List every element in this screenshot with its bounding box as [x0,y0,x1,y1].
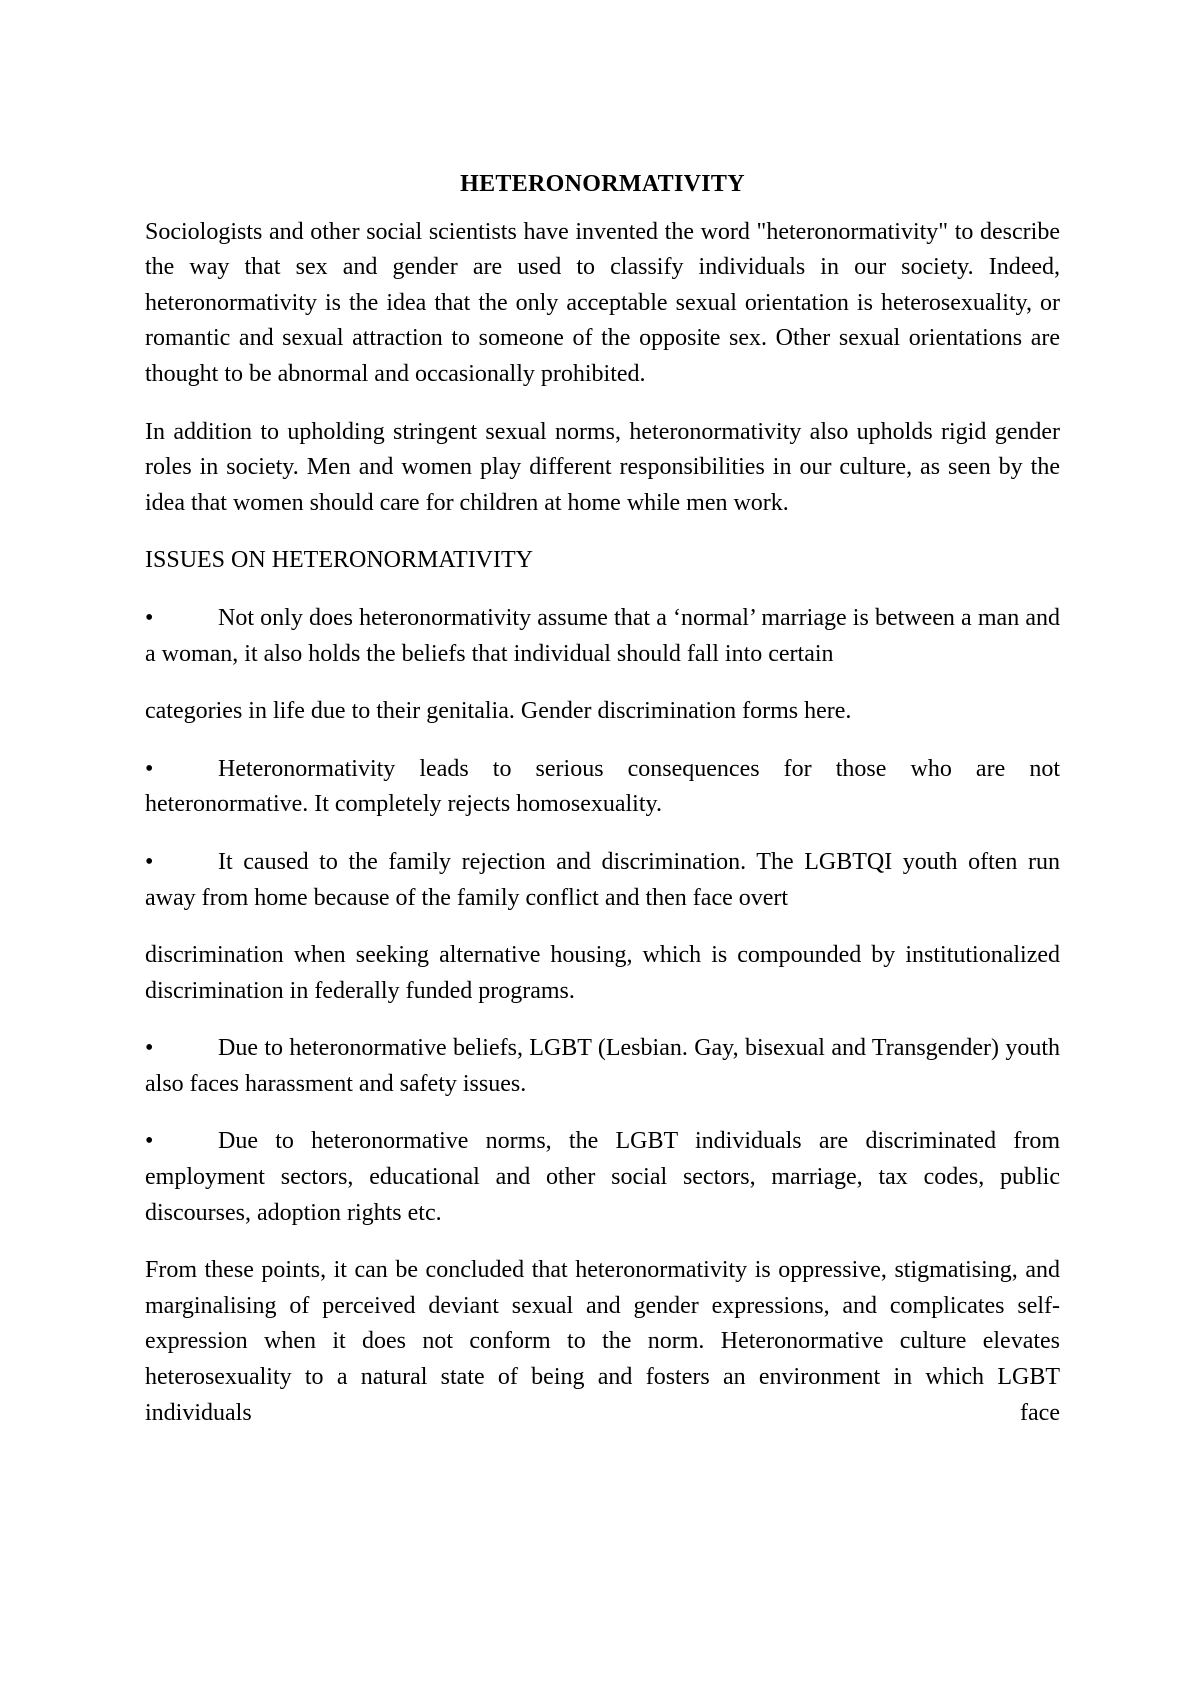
document-title: HETERONORMATIVITY [460,171,745,197]
bullet-item-1-text: Not only does heteronormativity assume that a ‘normal’ marriage is between a man and a woman, it also holds the beliefs that individual should fall into certain [145,604,1060,667]
bullet-icon: • [145,848,154,875]
document-body [145,167,1060,1453]
bullet-item-3-text: It caused to the family rejection and discrimination. The LGBTQI youth often run away from home because of the family conflict and then face overt [145,848,1060,911]
bullet-item-4-text: Due to heteronormative beliefs, LGBT (Lesbian. Gay, bisexual and Transgender) youth also faces harassment and safety issues. [145,1035,1060,1097]
bullet-item-3-continued: discrimination when seeking alternative housing, which is compounded by institutionalized discrimination in federally funded programs. [145,942,1060,1004]
bullet-item-4 [145,1031,1060,1102]
bullet-icon: • [145,1035,154,1062]
second-paragraph: In addition to upholding stringent sexual norms, heteronormativity also upholds rigid gender roles in society. Men and women play different responsibilities in our culture, as seen by the idea that women should care for children at home while men work. [145,418,1060,516]
bullet-item-5-text: Due to heteronormative norms, the LGBT individuals are discriminated from employment sectors, educational and other social sectors, marriage, tax codes, public discourses, adoption rights etc. [145,1128,1060,1226]
bullet-item-2 [145,752,1060,823]
bullet-icon: • [145,604,154,631]
bullet-item-1-continued: categories in life due to their genitalia. Gender discrimination forms here. [145,698,852,725]
intro-paragraph: Sociologists and other social scientists have invented the word "heteronormativity" to describe the way that sex and gender are used to classify individuals in our society. Indeed, heteronormativity is the idea that the only acceptable sexual orientation is heterosexuality, or romantic and sexual attraction to someone of the opposite sex. Other sexual orientations are thought to be abnormal and occasionally prohibited. [145,218,1060,387]
bullet-item-2-text: Heteronormativity leads to serious consequences for those who are not heteronormative. It completely rejects homosexuality. [145,755,1060,818]
issues-heading: ISSUES ON HETERONORMATIVITY [145,547,533,574]
bullet-icon: • [145,1128,154,1155]
bullet-item-1 [145,601,1060,672]
bullet-icon: • [145,755,154,782]
bullet-item-5 [145,1124,1060,1231]
conclusion-paragraph: From these points, it can be concluded that heteronormativity is oppressive, stigmatising, and marginalising of perceived deviant sexual and gender expressions, and complicates self-expression when it does not conform to the norm. Heteronormative culture elevates heterosexuality to a natural state of being and fosters an environment in which LGBT individuals face [145,1257,1060,1426]
bullet-item-3 [145,845,1060,916]
